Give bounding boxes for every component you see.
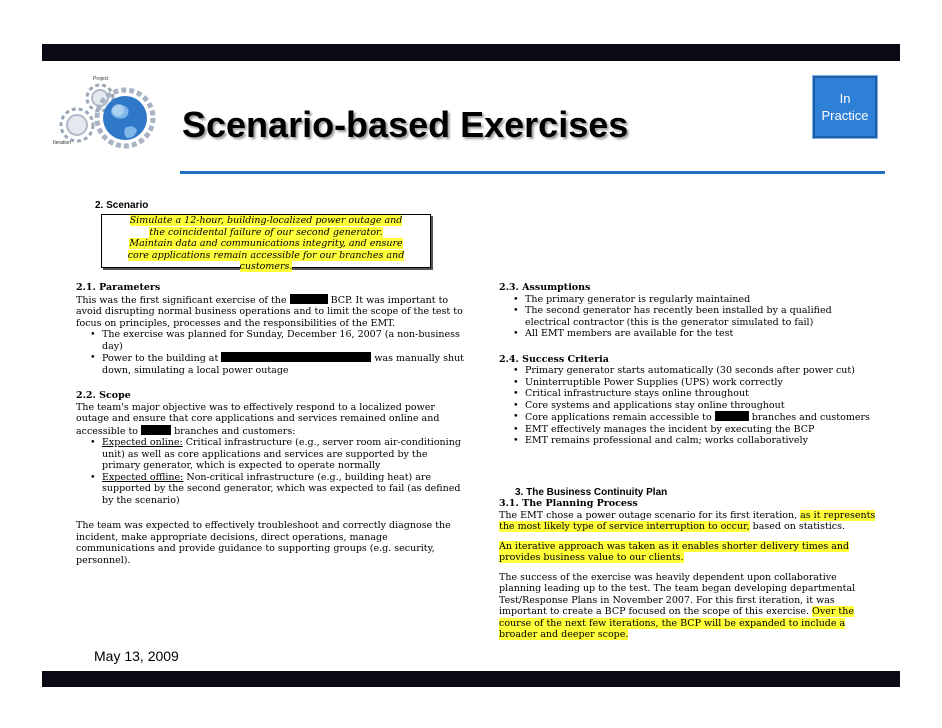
gears-globe-logo bbox=[55, 70, 160, 160]
scenario-line: Simulate a 12-hour, building-localized power outage and bbox=[129, 215, 403, 226]
redaction bbox=[715, 411, 749, 421]
list-item: • The exercise was planned for Sunday, December 16, 2007 (a non-business day) bbox=[102, 329, 466, 352]
list-item: • EMT effectively manages the incident by executing the BCP bbox=[525, 424, 879, 436]
parameters-paragraph: This was the first significant exercise of the BCP. It was important to avoid disrupting normal business operations and to limit the scope of the test to focus on principles, processes and the responsibilities of the EMT. bbox=[76, 294, 463, 329]
list-item: • All EMT members are available for the test bbox=[525, 328, 879, 340]
logo-iteration-label: Iteration bbox=[53, 140, 72, 146]
planning-paragraph-3: The success of the exercise was heavily dependent upon collaborative planning leading up to the test. The team began developing departmental Test/Response Plans in November 2007. For this first iteration, it was important to create a BCP focused on the scope of this exercise. Over the course of the next few iterations, the BCP will be expanded to include a broader and deeper scope. bbox=[499, 571, 856, 640]
planning-paragraph-2: An iterative approach was taken as it enables shorter delivery times and provides business value to our clients. bbox=[499, 540, 850, 563]
redaction bbox=[221, 352, 371, 362]
list-item: • Expected offline: Non-critical infrastructure (e.g., building heat) are supported by the second generator, which was expected to fail (as defined by the scenario) bbox=[102, 472, 466, 507]
top-bar bbox=[42, 44, 900, 61]
title-rule bbox=[180, 171, 885, 174]
scope-list bbox=[76, 437, 466, 506]
scenario-heading bbox=[95, 200, 148, 212]
slide-title: Scenario-based Exercises bbox=[182, 104, 629, 145]
planning-paragraph-1: The EMT chose a power outage scenario for its first iteration, as it represents the most likely type of service interruption to occur, based on statistics. bbox=[499, 509, 876, 532]
list-item: • Core applications remain accessible to branches and customers bbox=[525, 411, 879, 424]
list-item: • EMT remains professional and calm; works collaboratively bbox=[525, 435, 879, 447]
scope-closing-paragraph: The team was expected to effectively troubleshoot and correctly diagnose the incident, make appropriate decisions, direct operations, manage communications and provide guidance to supporting groups (e.g. security, personnel). bbox=[76, 520, 451, 566]
redaction bbox=[141, 425, 171, 435]
footer-date: May 13, 2009 bbox=[94, 648, 179, 664]
assumptions-list bbox=[499, 294, 879, 340]
badge-line-1: In bbox=[839, 91, 851, 106]
list-item: • Critical infrastructure stays online throughout bbox=[525, 388, 879, 400]
in-practice-badge bbox=[812, 75, 878, 139]
assumptions-heading: 2.3. Assumptions bbox=[499, 282, 591, 293]
scenario-line: core applications remain accessible for our branches and customers. bbox=[127, 249, 405, 272]
scenario-box bbox=[101, 214, 431, 272]
success-list bbox=[499, 365, 879, 447]
list-item: • Power to the building at was manually shut down, simulating a local power outage bbox=[102, 352, 466, 376]
redaction bbox=[290, 294, 328, 304]
scenario-line: Maintain data and communications integrity, and ensure bbox=[129, 238, 403, 249]
left-column bbox=[76, 282, 466, 566]
planning-heading: 3.1. The Planning Process bbox=[499, 498, 638, 509]
bottom-bar bbox=[42, 671, 900, 687]
list-item: • Core systems and applications stay online throughout bbox=[525, 400, 879, 412]
list-item: • The second generator has recently been installed by a qualified electrical contractor (this is the generator simulated to fail) bbox=[525, 305, 879, 328]
list-item: • The primary generator is regularly maintained bbox=[525, 294, 879, 306]
scenario-heading-text: 2. Scenario bbox=[95, 200, 149, 211]
list-item: • Expected online: Critical infrastructure (e.g., server room air-conditioning unit) as well as core applications and services are supported by the primary generator, which is expected to operate normally bbox=[102, 437, 466, 472]
list-item: • Primary generator starts automatically (30 seconds after power cut) bbox=[525, 365, 879, 377]
badge-line-2: Practice bbox=[821, 108, 869, 123]
parameters-heading: 2.1. Parameters bbox=[76, 282, 161, 293]
success-heading: 2.4. Success Criteria bbox=[499, 353, 609, 365]
parameters-list bbox=[76, 329, 466, 376]
right-column bbox=[499, 282, 879, 641]
scope-heading: 2.2. Scope bbox=[76, 390, 131, 401]
scope-paragraph: The team's major objective was to effectively respond to a localized power outage and ensure that core applications and services remained online and accessible to branches and customers: bbox=[76, 401, 440, 437]
scenario-line: the coincidental failure of our second generator. bbox=[149, 226, 383, 238]
list-item: • Uninterruptible Power Supplies (UPS) work correctly bbox=[525, 377, 879, 389]
logo-project-label: Project bbox=[93, 76, 109, 82]
bcp-heading: 3. The Business Continuity Plan bbox=[515, 486, 668, 498]
